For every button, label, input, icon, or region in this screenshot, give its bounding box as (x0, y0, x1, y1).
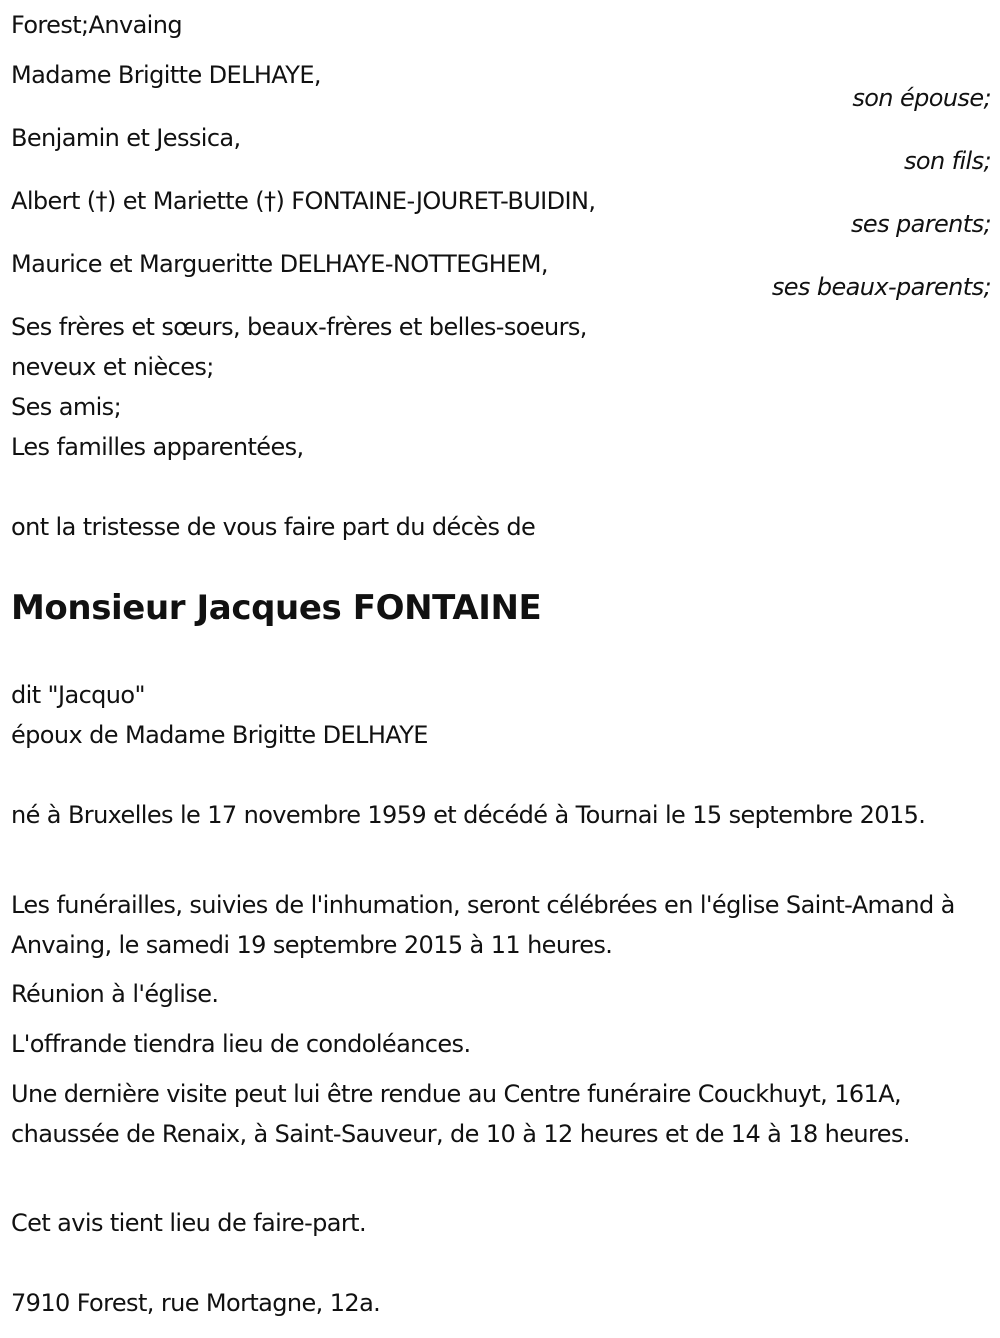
relation-spouse: son épouse; (852, 84, 991, 112)
family-member-son: Benjamin et Jessica, (11, 124, 241, 152)
funeral-paragraph: Les funérailles, suivies de l'inhumation, seront célébrées en l'église Saint-Amand à Anvaing, le samedi 19 septembre 2015 à 11 heures. (11, 891, 955, 959)
others-siblings: Ses frères et sœurs, beaux-frères et belles-soeurs, (11, 313, 587, 341)
birth-death-paragraph: né à Bruxelles le 17 novembre 1959 et décédé à Tournai le 15 septembre 2015. (11, 801, 926, 829)
family-member-in-laws: Maurice et Margueritte DELHAYE-NOTTEGHEM, (11, 250, 548, 278)
address-line: 7910 Forest, rue Mortagne, 12a. (11, 1289, 381, 1317)
deceased-name: Monsieur Jacques FONTAINE (11, 588, 542, 628)
announcement-text: ont la tristesse de vous faire part du décès de (11, 513, 536, 541)
gathering-paragraph: Réunion à l'église. (11, 980, 219, 1008)
offering-paragraph: L'offrande tiendra lieu de condoléances. (11, 1030, 471, 1058)
family-member-parents: Albert (†) et Mariette (†) FONTAINE-JOURET-BUIDIN, (11, 187, 596, 215)
others-nephews: neveux et nièces; (11, 353, 214, 381)
deceased-nickname: dit "Jacquo" (11, 681, 145, 709)
relation-in-laws: ses beaux-parents; (771, 273, 991, 301)
notice-paragraph: Cet avis tient lieu de faire-part. (11, 1209, 366, 1237)
relation-parents: ses parents; (851, 210, 991, 238)
others-families: Les familles apparentées, (11, 433, 304, 461)
others-friends: Ses amis; (11, 393, 122, 421)
location-header: Forest;Anvaing (11, 11, 182, 39)
deceased-spouse: époux de Madame Brigitte DELHAYE (11, 721, 428, 749)
visitation-paragraph: Une dernière visite peut lui être rendue au Centre funéraire Couckhuyt, 161A, chaussée de Renaix, à Saint-Sauveur, de 10 à 12 heures et de 14 à 18 heures. (11, 1080, 910, 1148)
relation-son: son fils; (903, 147, 991, 175)
family-member-spouse: Madame Brigitte DELHAYE, (11, 61, 321, 89)
